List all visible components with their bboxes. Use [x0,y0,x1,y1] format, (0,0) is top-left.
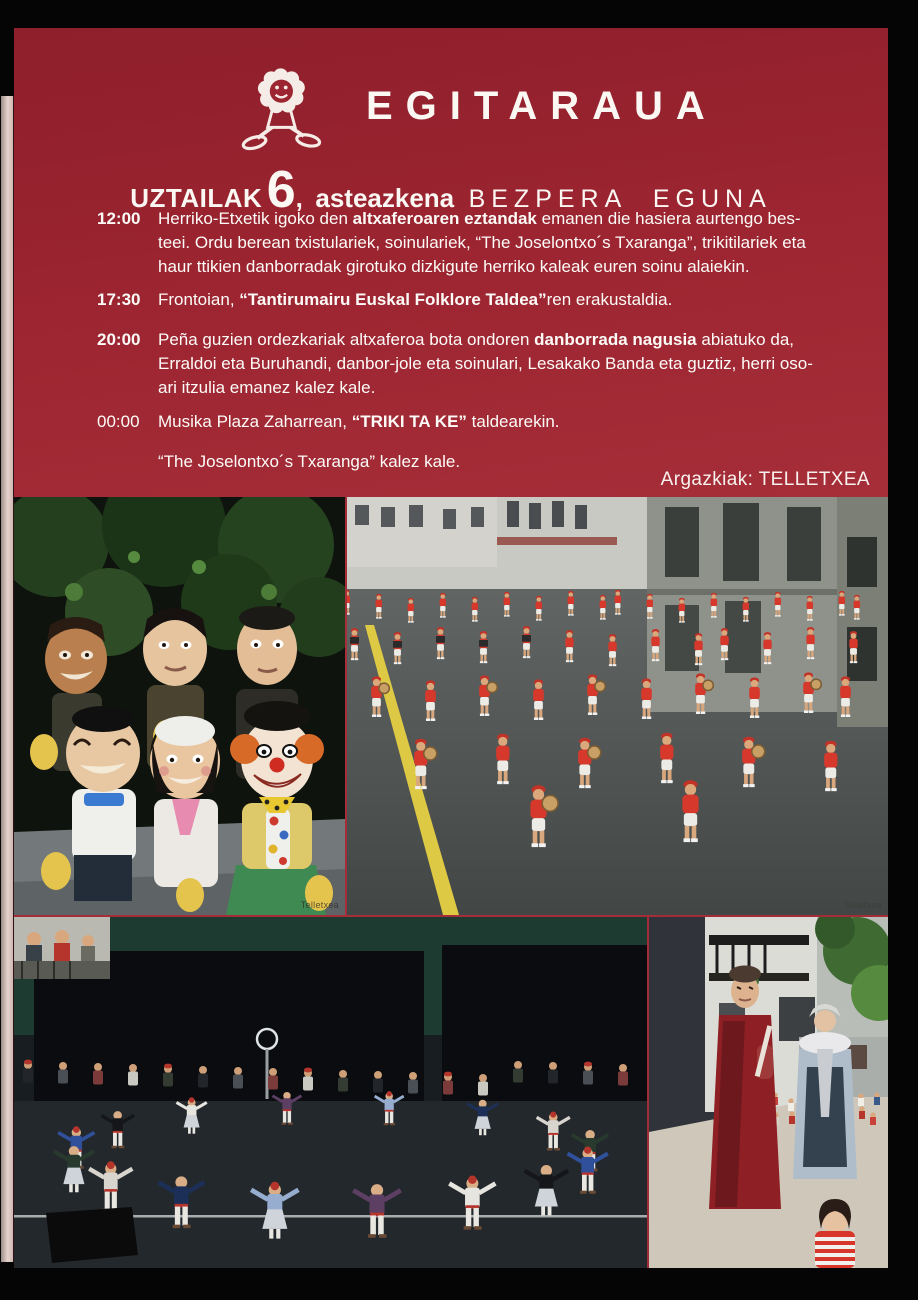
program-header [14,28,888,148]
schedule-time [97,450,144,474]
spectator-balcony [14,917,110,979]
girl-striped-shirt [815,1199,855,1268]
schedule-list [97,207,875,474]
front-row-figures [41,701,333,915]
schedule-text: Peña guzien ordezkariak altxaferoa bota ondoren danborrada nagusia abiatuko da, Erraldoi eta Buruhandi, danbor-jole eta soinulari, Lesakako Banda eta guztiz, herri oso- ari itzulia emanez kalez kale. [158,330,813,397]
schedule-text: Frontoian, “Tantirumairu Euskal Folklore Taldea”ren erakustaldia. [158,290,673,309]
children-parade-illustration [347,497,888,915]
schedule-text: “The Joselontxo´s Txaranga” kalez kale. [158,452,461,471]
cabezudos-illustration [14,497,345,915]
page-title: EGITARAUA [366,84,718,128]
schedule-time: 17:30 [97,290,141,309]
photo-children-parade [347,497,888,915]
dateline-month: UZTAILAK [130,183,263,213]
dateline-separator: , [295,183,303,213]
schedule-entry [97,288,875,312]
schedule-text: Musika Plaza Zaharrean, “TRIKI TA KE” taldearekin. [158,412,560,431]
photo-credit: Argazkiak: TELLETXEA [660,469,870,490]
schedule-time: 12:00 [97,209,141,228]
schedule-entry [97,207,875,279]
schedule-time: 20:00 [97,330,141,349]
photo-watermark: Telletxea [843,900,882,910]
dancing-cabezudo-clown-icon [241,68,329,152]
schedule-entry [97,410,875,434]
photo-folk-dancers [14,917,647,1268]
photo-giants-parade [649,917,888,1268]
dateline-day-number: 6 [266,161,296,219]
schedule-text: Herriko-Etxetik igoko den altxaferoaren eztandak emanen die hasiera aurtengo bes- teei. Ordu berean txistulariek, soinulariek, “The Joselontxo´s Txaranga”, trikitilariek eta haur ttikien danborradak girotuko dizkigute herriko kaleak euren soinu alaiekin. [158,209,806,276]
photo-cabezudos [14,497,345,915]
photo-watermark: Telletxea [300,900,339,910]
dateline-eve-label: BEZPERA EGUNA [468,185,772,213]
schedule-time: 00:00 [97,412,140,431]
program-page [14,28,888,1268]
stage-speaker [46,1207,138,1263]
giants-illustration [649,917,888,1268]
dateline-weekday: asteazkena [315,183,455,213]
folk-dancers-illustration [14,917,647,1268]
schedule-entry [97,328,875,400]
